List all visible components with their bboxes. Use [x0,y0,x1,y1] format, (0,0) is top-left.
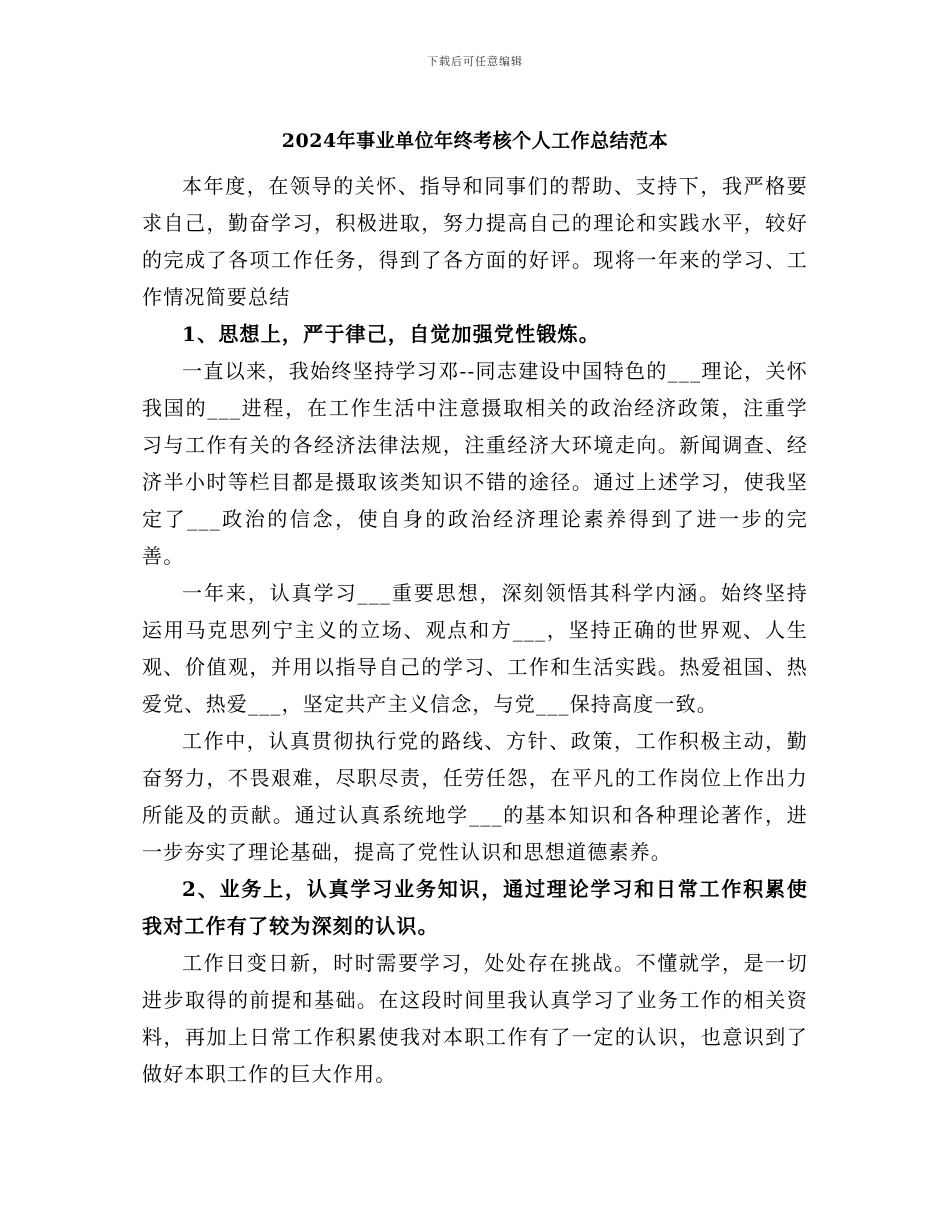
header-note: 下载后可任意编辑 [427,55,523,68]
section-heading-ideology: 1、思想上，严于律己，自觉加强党性锻炼。 [182,322,600,346]
document-title: 2024年事业单位年终考核个人工作总结范本 [281,130,669,152]
body-paragraph: 一直以来，我始终坚持学习邓--同志建设中国特色的___理论，关怀我国的___进程，在工作生活中注意摄取相关的政治经济政策，注重学习与工作有关的各经济法律法规，注重经济大环境走向。新闻调查、经济半小时等栏目都是摄取该类知识不错的途径。通过上述学习，使我坚定了___政治的信念，使自身的政治经济理论素养得到了进一步的完善。 [142,359,808,568]
body-paragraph: 一年来，认真学习___重要思想，深刻领悟其科学内涵。始终坚持运用马克思列宁主义的立场、观点和方___，坚持正确的世界观、人生观、价值观，并用以指导自己的学习、工作和生活实践。热爱祖国、热爱党、热爱___，坚定共产主义信念，与党___保持高度一致。 [142,581,808,716]
section-heading-business: 2、业务上，认真学习业务知识，通过理论学习和日常工作积累使我对工作有了较为深刻的认识。 [142,877,808,938]
intro-paragraph: 本年度，在领导的关怀、指导和同事们的帮助、支持下，我严格要求自己，勤奋学习，积极进取，努力提高自己的理论和实践水平，较好的完成了各项工作任务，得到了各方面的好评。现将一年来的学习、工作情况简要总结 [142,174,808,309]
document-body [142,168,808,1093]
body-paragraph: 工作中，认真贯彻执行党的路线、方针、政策，工作积极主动，勤奋努力，不畏艰难，尽职尽责，任劳任怨，在平凡的工作岗位上作出力所能及的贡献。通过认真系统地学___的基本知识和各种理论著作，进一步夯实了理论基础，提高了党性认识和思想道德素养。 [142,729,808,864]
body-paragraph: 工作日变日新，时时需要学习，处处存在挑战。不懂就学，是一切进步取得的前提和基础。在这段时间里我认真学习了业务工作的相关资料，再加上日常工作积累使我对本职工作有了一定的认识，也意识到了做好本职工作的巨大作用。 [142,951,808,1086]
